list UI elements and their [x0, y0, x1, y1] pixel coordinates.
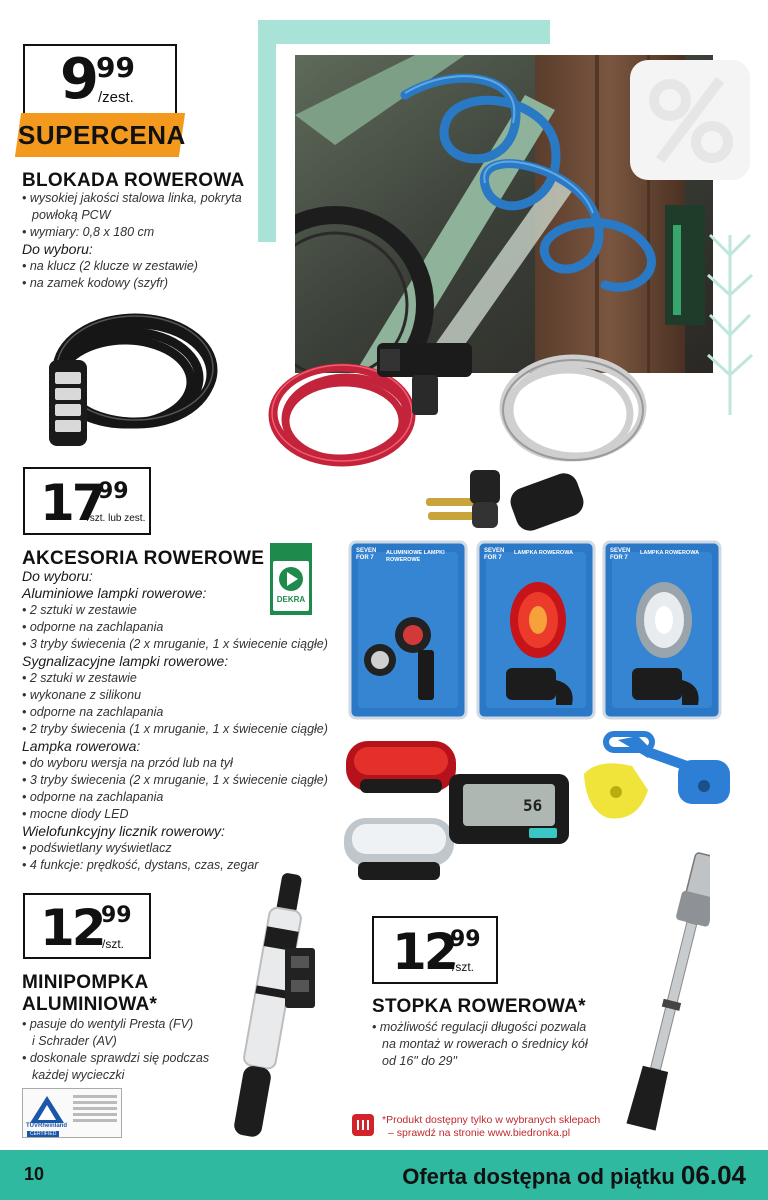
lock-description: [22, 190, 272, 292]
dekra-label: DEKRA: [276, 595, 306, 604]
pump-desc-line: • pasuje do wentyli Presta (FV): [22, 1016, 242, 1033]
pump-price-unit: /szt.: [102, 937, 125, 951]
lock-desc-line: • wymiary: 0,8 x 180 cm: [22, 224, 272, 241]
silver-cable-lock-image: [418, 330, 658, 540]
accessories-desc-line: • odporne na zachlapania: [22, 704, 342, 721]
accessories-price-unit: /szt. lub zest.: [87, 513, 146, 524]
bike-computer-image: [445, 770, 573, 848]
accessories-desc-heading: Lampka rowerowa:: [22, 738, 141, 754]
tuv-certificate: [22, 1088, 122, 1138]
tuv-label: TÜVRheinland: [26, 1123, 68, 1129]
pump-desc-line: • doskonale sprawdzi się podczas: [22, 1050, 242, 1067]
silicone-lights-image: [578, 730, 740, 830]
offer-date: 06.04: [680, 1160, 746, 1190]
package-title: LAMPKA ROWEROWA: [514, 550, 574, 556]
kickstand-desc-line: od 16" do 29": [382, 1054, 457, 1068]
kickstand-price-decimal: 99: [450, 927, 481, 952]
availability-note-line1: *Produkt dostępny tylko w wybranych sklepach: [382, 1114, 601, 1126]
accessories-desc-line: • do wyboru wersja na przód lub na tył: [22, 755, 342, 772]
page-number: 10: [24, 1164, 45, 1184]
rear-light-image: [342, 735, 460, 801]
pump-desc-line: każdej wycieczki: [32, 1068, 125, 1082]
accessories-desc-heading: Do wyboru:: [22, 568, 93, 584]
accessories-desc-line: • 2 sztuki w zestawie: [22, 602, 342, 619]
kickstand-price-unit: /szt.: [452, 960, 475, 974]
mini-pump-image: [215, 868, 325, 1148]
light-package-front: [602, 540, 722, 720]
light-package-aluminium: [348, 540, 468, 720]
package-brand: SEVEN FOR 7: [356, 548, 377, 561]
page-footer: [0, 1150, 768, 1200]
accessories-desc-line: • podświetlany wyświetlacz: [22, 840, 342, 857]
kickstand-description: [372, 1019, 602, 1070]
lock-price-unit: /zest.: [98, 89, 134, 106]
package-title: ALUMINIOWE LAMPKI ROWEROWE: [386, 550, 445, 563]
pump-price-decimal: 99: [101, 903, 132, 928]
accessories-desc-heading: Sygnalizacyjne lampki rowerowe:: [22, 653, 229, 669]
lock-desc-heading: Do wyboru:: [22, 241, 93, 257]
accessories-desc-line: • odporne na zachlapania: [22, 789, 342, 806]
pump-title-line2: ALUMINIOWA*: [22, 994, 158, 1015]
accessories-title: AKCESORIA ROWEROWE: [22, 548, 265, 569]
lock-price-decimal: 99: [96, 51, 135, 84]
kickstand-price-integer: 12: [392, 923, 456, 981]
bike-computer-display: 56: [523, 796, 543, 815]
pump-desc-line: i Schrader (AV): [32, 1034, 117, 1048]
lock-desc-line: • na klucz (2 klucze w zestawie): [22, 258, 272, 275]
accessories-description: [22, 568, 342, 874]
accessories-desc-heading: Wielofunkcyjny licznik rowerowy:: [22, 823, 225, 839]
accessories-desc-heading: Aluminiowe lampki rowerowe:: [22, 585, 207, 601]
package-brand: SEVEN FOR 7: [610, 548, 631, 561]
accessories-desc-line: • 3 tryby świecenia (2 x mruganie, 1 x świecenie ciągłe): [22, 772, 342, 789]
lock-price-integer: 9: [60, 47, 96, 112]
tuv-sub-label: CERTIFIED: [27, 1131, 59, 1137]
combination-lock-image: [25, 300, 220, 460]
lock-desc-line: • na zamek kodowy (szyfr): [22, 275, 272, 292]
kickstand-image: [600, 840, 710, 1142]
pump-description: [22, 1016, 242, 1084]
light-package-rear: [476, 540, 596, 720]
lock-title: BLOKADA ROWEROWA: [22, 170, 245, 191]
percent-watermark-icon: [620, 50, 760, 190]
accessories-desc-line: • 3 tryby świecenia (2 x mruganie, 1 x świecenie ciągłe): [22, 636, 342, 653]
accessories-price-integer: 17: [40, 474, 104, 532]
accessories-desc-line: • odporne na zachlapania: [22, 619, 342, 636]
pump-price-integer: 12: [40, 899, 104, 957]
kickstand-desc-line: na montaż w rowerach o średnicy kół: [382, 1037, 588, 1051]
availability-note-line2: – sprawdź na stronie www.biedronka.pl: [388, 1127, 571, 1139]
pump-title-line1: MINIPOMPKA: [22, 972, 149, 993]
package-title: LAMPKA ROWEROWA: [640, 550, 700, 556]
availability-icon: [352, 1114, 374, 1136]
supercena-badge: SUPERCENA: [15, 113, 185, 157]
accessories-desc-line: • 4 funkcje: prędkość, dystans, czas, zegar: [22, 857, 342, 874]
accessories-price-decimal: 99: [98, 479, 129, 504]
accessories-desc-line: • wykonane z silikonu: [22, 687, 342, 704]
kickstand-desc-line: • możliwość regulacji długości pozwala: [372, 1019, 602, 1036]
accessories-desc-line: • mocne diody LED: [22, 806, 342, 823]
leaf-decoration: [700, 215, 760, 415]
offer-banner: [402, 1160, 746, 1191]
lock-desc-line: powłoką PCW: [32, 208, 111, 222]
kickstand-title: STOPKA ROWEROWA*: [372, 996, 586, 1017]
offer-text: Oferta dostępna od piątku: [402, 1164, 675, 1189]
package-brand: SEVEN FOR 7: [484, 548, 505, 561]
lock-desc-line: • wysokiej jakości stalowa linka, pokryta: [22, 190, 272, 207]
front-light-image: [340, 812, 458, 888]
accessories-desc-line: • 2 sztuki w zestawie: [22, 670, 342, 687]
accessories-desc-line: • 2 tryby świecenia (1 x mruganie, 1 x świecenie ciągłe): [22, 721, 342, 738]
tuv-triangle-icon: [27, 1093, 67, 1127]
